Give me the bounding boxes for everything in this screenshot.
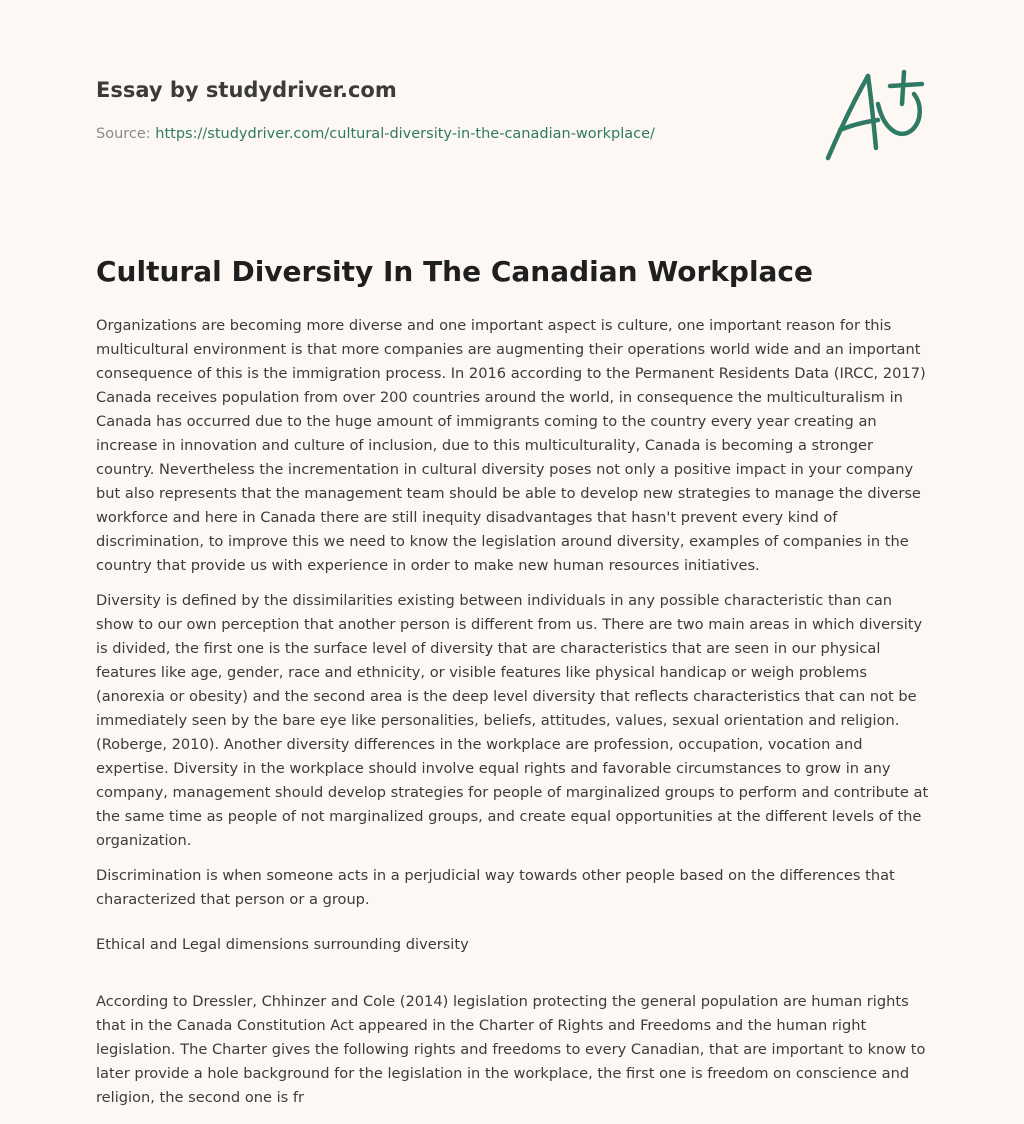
a-plus-logo-icon (818, 64, 930, 168)
essay-body (96, 314, 932, 1121)
essay-title: Cultural Diversity In The Canadian Workplace (96, 255, 814, 288)
source-line (96, 124, 796, 144)
brand-title: Essay by studydriver.com (96, 78, 397, 102)
paragraph: Organizations are becoming more diverse and one important aspect is culture, one important reason for this multicultural environment is that more companies are augmenting their operations world wide and an important consequence of this is the immigration process. In 2016 according to the Permanent Residents Data (IRCC, 2017) Canada receives population from over 200 countries around the world, in consequence the multiculturalism in Canada has occurred due to the huge amount of immigrants coming to the country every year creating an increase in innovation and culture of inclusion, due to this multiculturality, Canada is becoming a stronger country. Nevertheless the incrementation in cultural diversity poses not only a positive impact in your company but also represents that the management team should be able to develop new strategies to manage the diverse workforce and here in Canada there are still inequity disadvantages that hasn't prevent every kind of discrimination, to improve this we need to know the legislation around diversity, examples of companies in the country that provide us with experience in order to make new human resources initiatives. (96, 317, 926, 574)
document-header (96, 76, 796, 144)
section-heading: Ethical and Legal dimensions surrounding diversity (96, 936, 469, 953)
paragraph: Discrimination is when someone acts in a perjudicial way towards other people based on the differences that characterized that person or a group. (96, 867, 895, 908)
paragraph: According to Dressler, Chhinzer and Cole (2014) legislation protecting the general population are human rights that in the Canada Constitution Act appeared in the Charter of Rights and Freedoms and the human right legislation. The Charter gives the following rights and freedoms to every Canadian, that are important to know to later provide a hole background for the legislation in the workplace, the first one is freedom on conscience and religion, the second one is fr (96, 993, 926, 1106)
source-label: Source: (96, 126, 151, 142)
source-link[interactable]: https://studydriver.com/cultural-diversity-in-the-canadian-workplace/ (155, 126, 655, 142)
paragraph: Diversity is defined by the dissimilarities existing between individuals in any possible characteristic than can show to our own perception that another person is different from us. There are two main areas in which diversity is divided, the first one is the surface level of diversity that are characteristics that are seen in our physical features like age, gender, race and ethnicity, or visible features like physical handicap or weigh problems (anorexia or obesity) and the second area is the deep level diversity that reflects characteristics that can not be immediately seen by the bare eye like personalities, beliefs, attitudes, values, sexual orientation and religion. (Roberge, 2010). Another diversity differences in the workplace are profession, occupation, vocation and expertise. Diversity in the workplace should involve equal rights and favorable circumstances to grow in any company, management should develop strategies for people of marginalized groups to perform and contribute at the same time as people of not marginalized groups, and create equal opportunities at the different levels of the organization. (96, 592, 929, 849)
